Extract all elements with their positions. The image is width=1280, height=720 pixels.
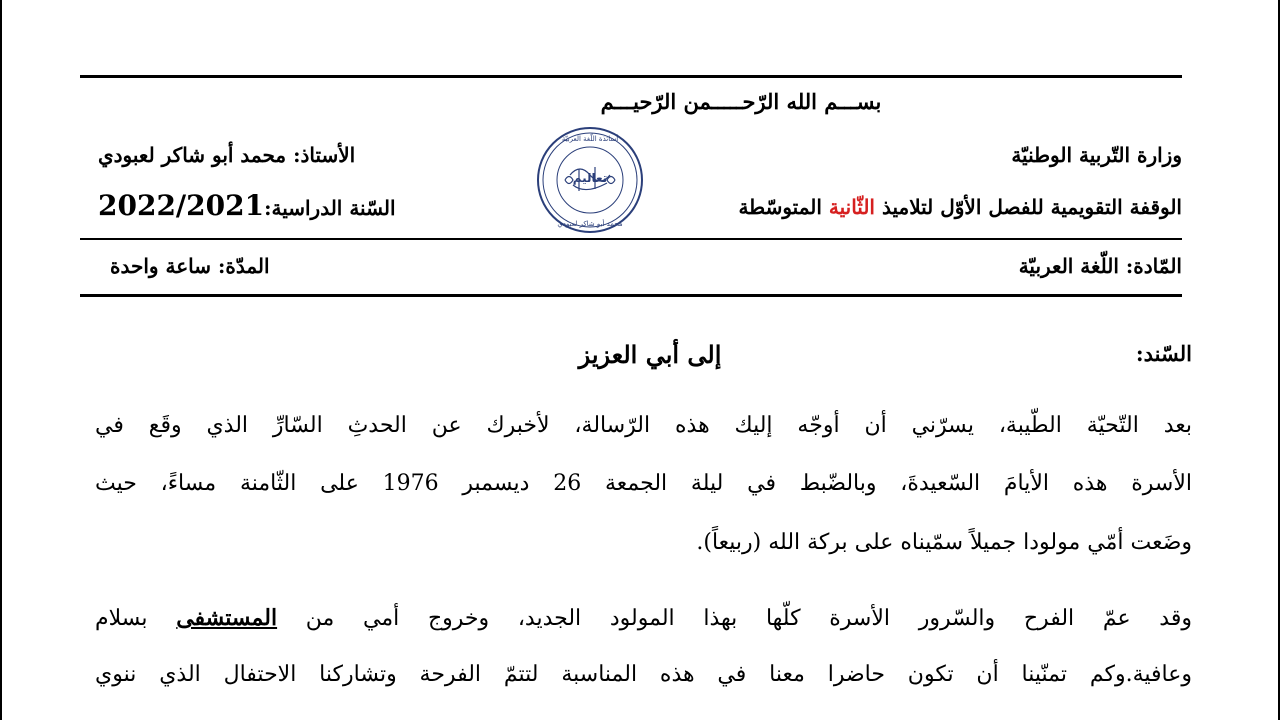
header-top-rule <box>80 75 1182 78</box>
seal-top-text: أساتذة اللّغة العربيّة <box>561 135 619 143</box>
sanad-label: السّند: <box>1135 341 1192 366</box>
paragraph-line: وضَعت أمّي مولودا جميلاً سمّيناه على بركة الله (ربيعاً). <box>696 530 1192 555</box>
paragraph-line: بعد التّحيّة الطّيبة، يسرّني أن أوجّه إليك هذه الرّسالة، لأخبرك عن الحدثِ السّارِّ الذي وقَع في <box>95 413 1192 438</box>
basmala: بســـم الله الرّحـــــمن الرّحيـــم <box>600 89 882 114</box>
seal-logo-icon <box>535 125 645 235</box>
exam-title-part2: المتوسّطة <box>738 195 829 219</box>
underlined-word: المستشفى <box>176 605 278 631</box>
school-year <box>98 189 396 222</box>
exam-title <box>738 195 1182 219</box>
header-middle-rule <box>80 238 1182 240</box>
duration: المدّة: ساعة واحدة <box>110 254 270 278</box>
school-year-label: السّنة الدراسية: <box>264 196 396 220</box>
paragraph-text: وقد عمّ الفرح والسّرور الأسرة كلّها بهذا المولود الجديد، وخروج أمي من <box>277 606 1192 631</box>
paragraph-line: الأسرة هذه الأيامَ السّعيدةَ، وبالضّبط في ليلة الجمعة 26 ديسمبر 1976 على الثّامنة مساءً، حيث <box>95 471 1192 496</box>
seal-center-text: تعاليم <box>572 171 608 185</box>
paragraph-line <box>95 605 1192 631</box>
subject: المّادة: اللّغة العربيّة <box>1018 254 1182 278</box>
header-bottom-rule <box>80 294 1182 297</box>
paragraph-text: بسلام <box>95 606 177 631</box>
exam-title-part1: الوقفة التقويمية للفصل الأوّل لتلاميذ <box>874 195 1182 219</box>
teacher-name: الأستاذ: محمد أبو شاكر لعبودي <box>98 143 356 167</box>
text-title: إلى أبي العزيز <box>578 340 722 369</box>
ministry-name: وزارة التّربية الوطنيّة <box>1011 143 1182 167</box>
seal-bottom-text: محمد أبو شاكر لعبودي <box>557 220 623 228</box>
school-year-value: 2022/2021 <box>98 189 265 222</box>
exam-title-highlight: الثّانية <box>828 195 875 219</box>
paragraph-line: وعافية.وكم تمنّينا أن تكون حاضرا معنا في هذه المناسبة لتتمّ الفرحة وتشاركنا الاحتفال الذي ننوي <box>95 662 1192 687</box>
exam-header <box>80 75 1182 297</box>
